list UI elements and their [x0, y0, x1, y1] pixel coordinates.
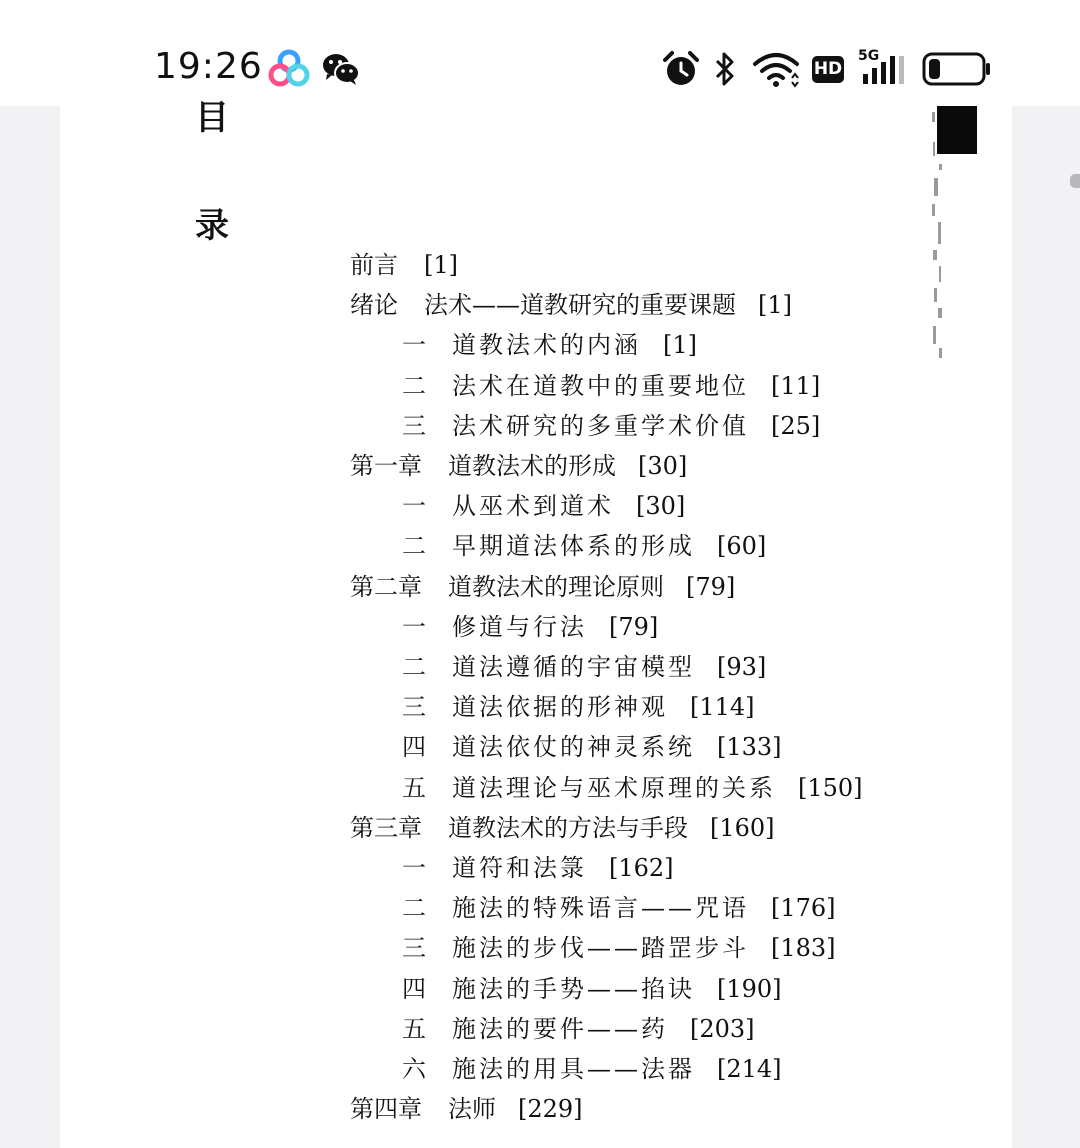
toc-page-number: [1]: [663, 331, 697, 360]
toc-title: 道教法术的内涵: [452, 331, 641, 360]
toc-title: 从巫术到道术: [452, 492, 614, 521]
toc-section-row[interactable]: [402, 486, 685, 526]
toc-section-row[interactable]: [402, 1049, 782, 1089]
toc-title: 早期道法体系的形成: [452, 532, 695, 561]
toc-title: 施法的步伐——踏罡步斗: [452, 934, 749, 963]
toc-title: 施法的要件——药: [452, 1014, 668, 1043]
scan-black-mark: [937, 106, 977, 154]
status-bar: [0, 0, 1080, 106]
toc-number: 一: [402, 331, 429, 360]
toc-section-row[interactable]: [402, 848, 674, 888]
document-page: [60, 98, 1012, 1148]
page-title-char-1: 目: [195, 98, 229, 138]
toc-number: 第三章: [350, 813, 422, 842]
toc-page-number: [25]: [771, 411, 821, 440]
toc-page-number: [133]: [717, 733, 782, 762]
toc-chapter-row[interactable]: [350, 446, 687, 486]
alarm-clock-icon: [662, 50, 700, 92]
toc-page-number: [79]: [609, 612, 659, 641]
toc-number: 三: [402, 934, 429, 963]
battery-icon: [922, 52, 992, 90]
toc-page-number: [1]: [424, 251, 458, 279]
toc-number: 前言: [350, 251, 398, 279]
toc-page-number: [150]: [798, 773, 863, 802]
toc-number: 五: [402, 773, 429, 802]
toc-title: 道法依据的形神观: [452, 693, 668, 722]
toc-number: 第一章: [350, 452, 422, 480]
toc-chapter-row[interactable]: [350, 1089, 583, 1129]
toc-chapter-row[interactable]: [350, 808, 775, 848]
toc-title: 道教法术的理论原则: [448, 572, 664, 601]
toc-section-row[interactable]: [402, 687, 755, 727]
toc-page-number: [203]: [690, 1014, 755, 1043]
toc-page-number: [190]: [717, 974, 782, 1003]
toc-number: 六: [402, 1055, 429, 1083]
toc-number: 二: [402, 532, 429, 561]
page-title-char-2: 录: [195, 206, 229, 246]
toc-number: 二: [402, 371, 429, 400]
toc-number: 五: [402, 1014, 429, 1043]
toc-number: 四: [402, 733, 429, 762]
toc-title: 法术在道教中的重要地位: [452, 371, 749, 400]
toc-number: 二: [402, 653, 429, 681]
toc-title: 法术——道教研究的重要课题: [424, 291, 736, 320]
toc-page-number: [176]: [771, 894, 836, 923]
toc-title: 修道与行法: [452, 612, 587, 641]
toc-section-row[interactable]: [402, 969, 782, 1009]
toc-title: 施法的手势——掐诀: [452, 974, 695, 1003]
toc-section-row[interactable]: [402, 607, 658, 647]
toc-title: 施法的用具——法器: [452, 1055, 695, 1083]
toc-page-number: [93]: [717, 653, 767, 681]
toc-chapter-row[interactable]: [350, 567, 735, 607]
toc-title: 道教法术的方法与手段: [448, 813, 688, 842]
toc-page-number: [214]: [717, 1055, 782, 1083]
toc-section-row[interactable]: [402, 526, 766, 566]
toc-number: 一: [402, 612, 429, 641]
scroll-indicator[interactable]: [1070, 174, 1080, 188]
toc-page-number: [160]: [710, 813, 775, 842]
toc-number: 四: [402, 974, 429, 1003]
toc-section-row[interactable]: [402, 768, 863, 808]
toc-page-number: [229]: [518, 1095, 583, 1124]
toc-number: 二: [402, 894, 429, 923]
toc-page-number: [30]: [638, 452, 688, 480]
toc-title: 道法理论与巫术原理的关系: [452, 773, 776, 802]
toc-chapter-row[interactable]: [350, 245, 458, 285]
toc-title: 道教法术的形成: [448, 452, 616, 480]
toc-page-number: [114]: [690, 693, 755, 722]
wechat-icon: [322, 52, 360, 90]
toc-chapter-row[interactable]: [350, 285, 792, 325]
5g-signal-icon: [858, 48, 910, 86]
toc-section-row[interactable]: [402, 406, 820, 446]
toc-page-number: [162]: [609, 854, 674, 882]
toc-section-row[interactable]: [402, 928, 836, 968]
5g-label: 5G: [858, 48, 880, 64]
baidu-netdisk-icon: [268, 48, 310, 92]
toc-title: 法术研究的多重学术价值: [452, 411, 749, 440]
toc-number: 一: [402, 854, 429, 882]
toc-number: 绪论: [350, 291, 398, 320]
toc-title: 道法依仗的神灵系统: [452, 733, 695, 762]
toc-number: 一: [402, 492, 429, 521]
toc-section-row[interactable]: [402, 647, 766, 687]
toc-section-row[interactable]: [402, 1009, 755, 1049]
toc-title: 道法遵循的宇宙模型: [452, 653, 695, 681]
bluetooth-icon: [712, 50, 738, 92]
toc-number: 三: [402, 693, 429, 722]
toc-section-row[interactable]: [402, 888, 836, 928]
toc-number: 三: [402, 411, 429, 440]
wifi-icon: [752, 50, 800, 92]
toc-page-number: [79]: [686, 572, 736, 601]
hd-icon: HD: [812, 56, 844, 83]
toc-number: 第四章: [350, 1095, 422, 1124]
toc-title: 施法的特殊语言——咒语: [452, 894, 749, 923]
toc-title: 道符和法箓: [452, 854, 587, 882]
status-time: 19:26: [154, 46, 263, 87]
toc-section-row[interactable]: [402, 727, 782, 767]
toc-page-number: [183]: [771, 934, 836, 963]
toc-title: 法师: [448, 1095, 496, 1124]
toc-number: 第二章: [350, 572, 422, 601]
toc-page-number: [11]: [771, 371, 821, 400]
toc-page-number: [60]: [717, 532, 767, 561]
toc-page-number: [1]: [758, 291, 792, 320]
toc-page-number: [30]: [636, 492, 686, 521]
toc-section-row[interactable]: [402, 366, 820, 406]
toc-section-row[interactable]: [402, 325, 697, 365]
